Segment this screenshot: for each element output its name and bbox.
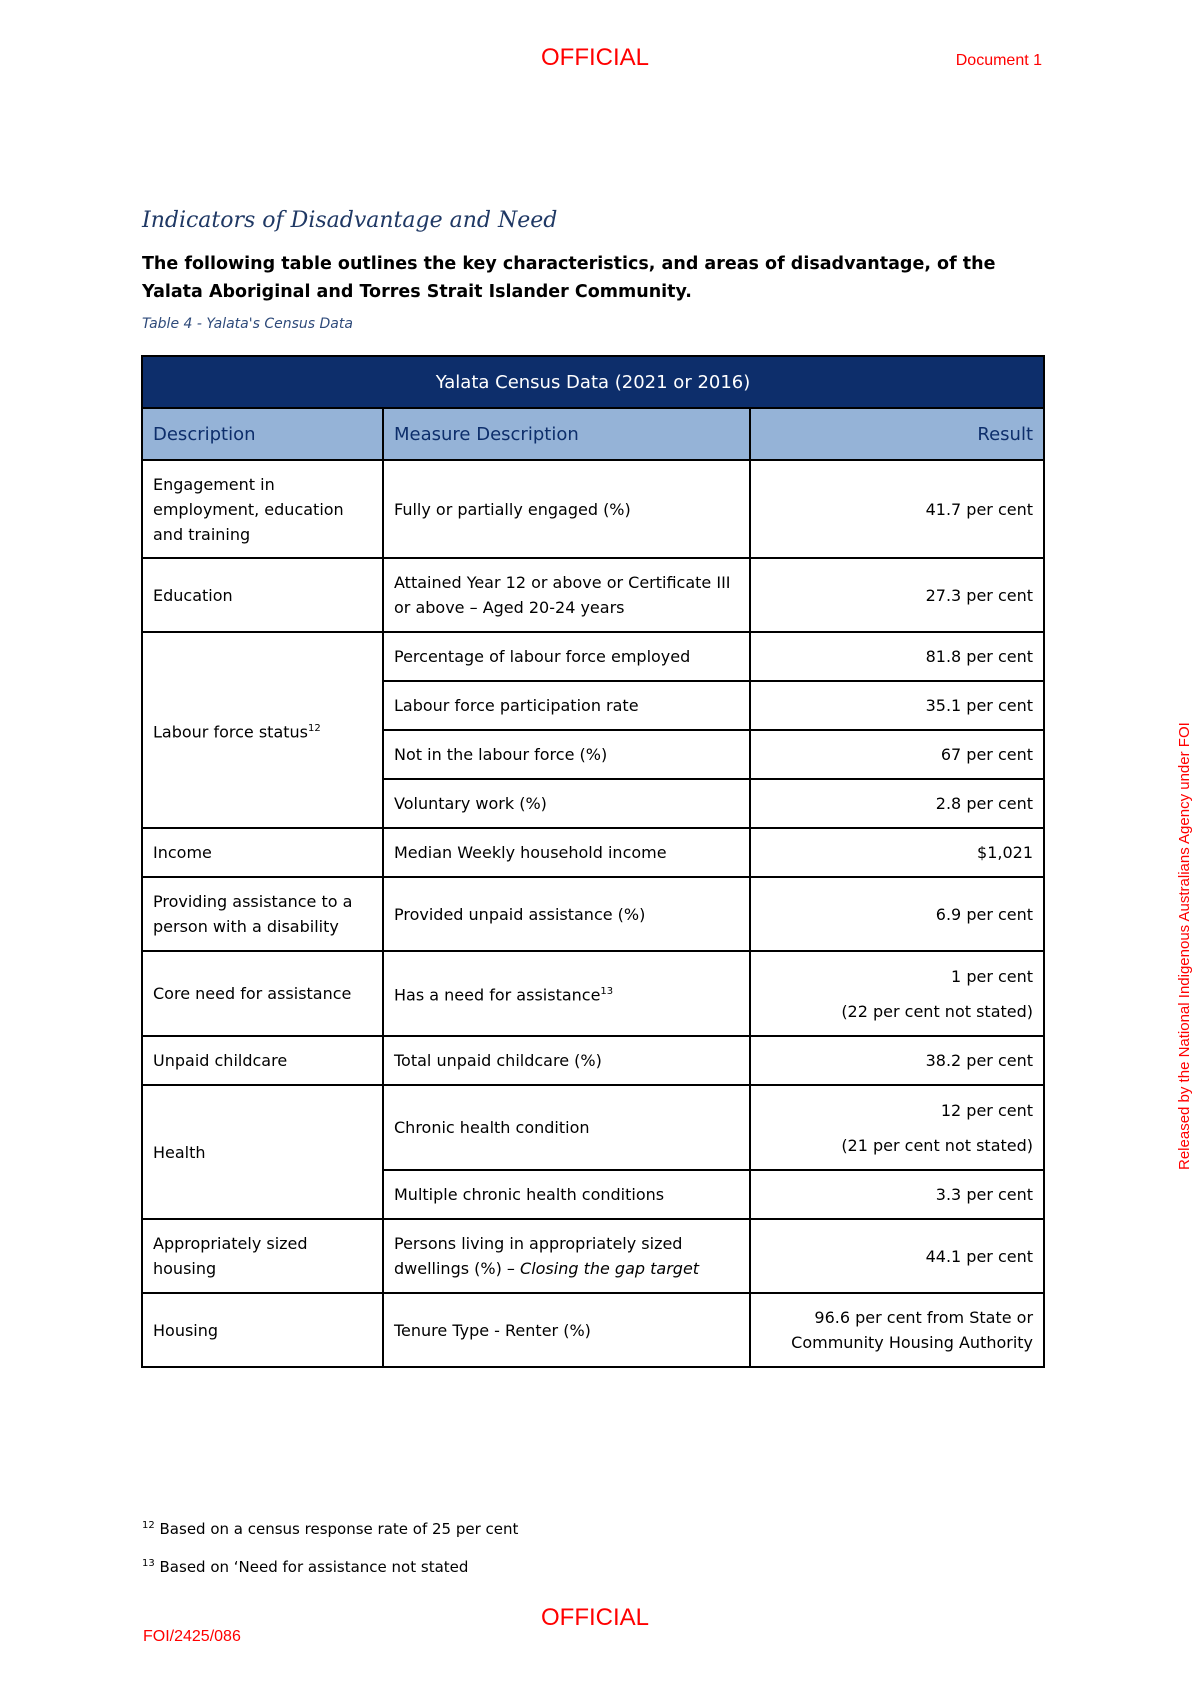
document-label: Document 1 (955, 52, 1042, 69)
footnote-number: 13 (142, 1558, 155, 1569)
result-cell: 44.1 per cent (750, 1219, 1044, 1293)
result-value: 1 per cent (951, 966, 1034, 986)
footnote-ref: 13 (600, 986, 614, 998)
measure-cell (383, 1219, 750, 1293)
measure-cell: Percentage of labour force employed (383, 632, 750, 681)
table-row (142, 877, 1044, 951)
measure-cell: Not in the labour force (%) (383, 730, 750, 779)
result-cell (750, 951, 1044, 1036)
table-row (142, 1085, 1044, 1170)
column-header-result: Result (750, 408, 1044, 460)
header-classification: OFFICIAL (540, 44, 649, 71)
description-text: Labour force status (153, 722, 309, 742)
measure-cell: Voluntary work (%) (383, 779, 750, 828)
measure-italic-text: Closing the gap target (520, 1259, 700, 1278)
measure-cell: Attained Year 12 or above or Certificate III or above – Aged 20-24 years (383, 558, 750, 632)
measure-cell: Median Weekly household income (383, 828, 750, 877)
table-caption: Table 4 - Yalata's Census Data (142, 316, 353, 332)
description-cell: Health (142, 1085, 383, 1219)
result-note: (22 per cent not stated) (841, 1001, 1034, 1021)
result-cell: 27.3 per cent (750, 558, 1044, 632)
footnote-ref: 12 (308, 722, 321, 734)
release-stamp: Released by the National Indigenous Australians Agency under FOI (1176, 722, 1193, 1170)
result-cell: $1,021 (750, 828, 1044, 877)
table-row (142, 1219, 1044, 1293)
foi-reference: FOI/2425/086 (143, 1628, 241, 1645)
table-row (142, 558, 1044, 632)
description-cell: Income (142, 828, 383, 877)
measure-cell: Tenure Type - Renter (%) (383, 1293, 750, 1367)
section-heading: Indicators of Disadvantage and Need (142, 208, 558, 233)
table-row (142, 1293, 1044, 1367)
result-cell: 6.9 per cent (750, 877, 1044, 951)
result-value: 12 per cent (940, 1100, 1034, 1120)
table-row (142, 828, 1044, 877)
table-row (142, 632, 1044, 681)
result-cell (750, 1085, 1044, 1170)
column-header-description: Description (142, 408, 383, 460)
result-cell: 67 per cent (750, 730, 1044, 779)
footnote (142, 1558, 468, 1576)
intro-paragraph: The following table outlines the key characteristics, and areas of disadvantage, of the Yalata Aboriginal and Torres Strait Islander Community. (142, 254, 996, 302)
description-cell (142, 632, 383, 828)
measure-cell (383, 951, 750, 1036)
footnote-number: 12 (142, 1520, 155, 1531)
measure-cell: Total unpaid childcare (%) (383, 1036, 750, 1085)
description-cell: Providing assistance to a person with a disability (142, 877, 383, 951)
measure-text: Persons living in appropriately sized dwellings (%) – (394, 1234, 683, 1278)
description-cell: Engagement in employment, education and training (142, 460, 383, 558)
result-cell: 2.8 per cent (750, 779, 1044, 828)
footnote-text: Based on a census response rate of 25 per cent (159, 1520, 519, 1538)
measure-text: Has a need for assistance (394, 985, 601, 1005)
result-cell: 96.6 per cent from State or Community Housing Authority (750, 1293, 1044, 1367)
description-cell: Unpaid childcare (142, 1036, 383, 1085)
column-header-measure: Measure Description (383, 408, 750, 460)
result-cell: 41.7 per cent (750, 460, 1044, 558)
table-row (142, 460, 1044, 558)
result-cell: 38.2 per cent (750, 1036, 1044, 1085)
result-cell: 3.3 per cent (750, 1170, 1044, 1219)
measure-cell: Multiple chronic health conditions (383, 1170, 750, 1219)
footnote (142, 1520, 518, 1538)
measure-cell: Fully or partially engaged (%) (383, 460, 750, 558)
measure-cell: Chronic health condition (383, 1085, 750, 1170)
result-cell: 81.8 per cent (750, 632, 1044, 681)
table-row (142, 951, 1044, 1036)
footnote-text: Based on ‘Need for assistance not stated (159, 1558, 469, 1576)
description-cell: Appropriately sized housing (142, 1219, 383, 1293)
result-note: (21 per cent not stated) (841, 1135, 1034, 1155)
description-cell: Housing (142, 1293, 383, 1367)
measure-cell: Labour force participation rate (383, 681, 750, 730)
description-cell: Education (142, 558, 383, 632)
table-row (142, 1036, 1044, 1085)
table-title: Yalata Census Data (2021 or 2016) (142, 356, 1044, 408)
footer-classification: OFFICIAL (540, 1604, 649, 1631)
result-cell: 35.1 per cent (750, 681, 1044, 730)
measure-cell: Provided unpaid assistance (%) (383, 877, 750, 951)
census-table (141, 355, 1045, 1368)
description-cell: Core need for assistance (142, 951, 383, 1036)
